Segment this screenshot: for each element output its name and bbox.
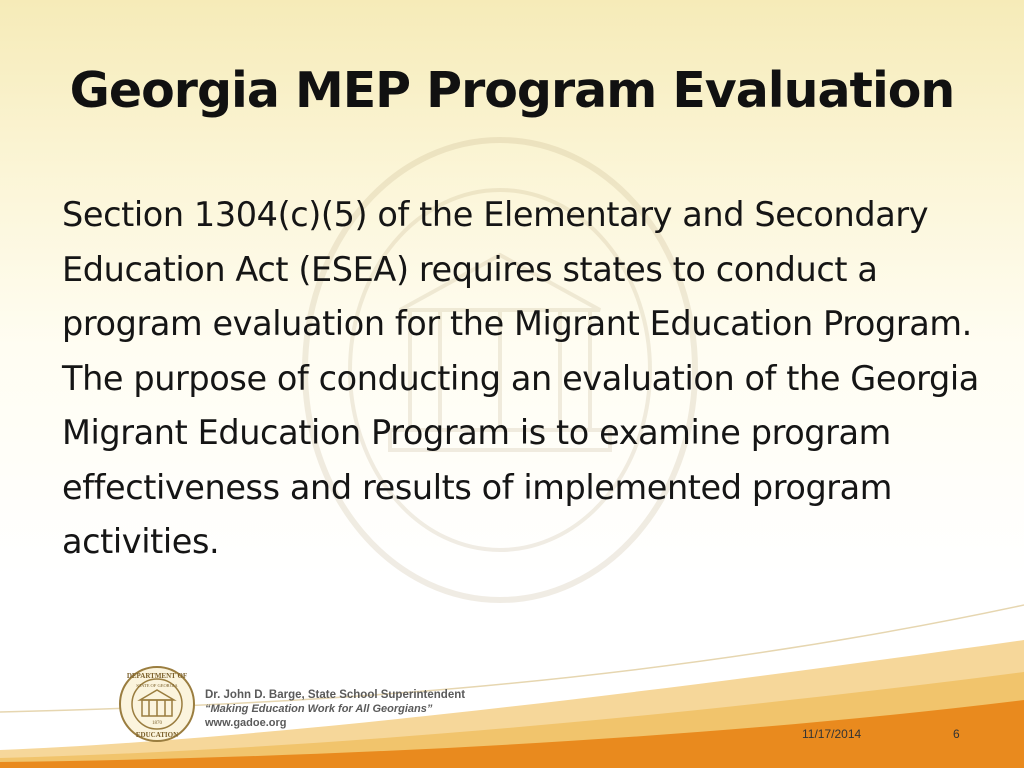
slide-date: 11/17/2014 (802, 727, 862, 741)
slide-page-number: 6 (953, 727, 960, 741)
slide-title: Georgia MEP Program Evaluation (69, 62, 955, 119)
department-seal-logo (118, 665, 196, 743)
seal-text-bottom: EDUCATION (135, 731, 179, 739)
seal-year: 1870 (152, 721, 162, 726)
seal-inner-text: STATE OF GEORGIA (136, 683, 178, 688)
seal-text-top: DEPARTMENT OF (126, 672, 188, 680)
slide-body-text: Section 1304(c)(5) of the Elementary and Secondary Education Act (ESEA) requires states to conduct a program evaluation for the Migrant Education Program. The purpose of conducting an evaluation of the Georgia Migrant Education Program is to examine program effectiveness and results of implemented program activities. (62, 195, 979, 561)
footer-info (205, 688, 465, 730)
website-link[interactable]: www.gadoe.org (205, 717, 287, 729)
superintendent-name: Dr. John D. Barge, State School Superintendent (205, 689, 466, 701)
department-motto: “Making Education Work for All Georgians” (205, 703, 433, 715)
